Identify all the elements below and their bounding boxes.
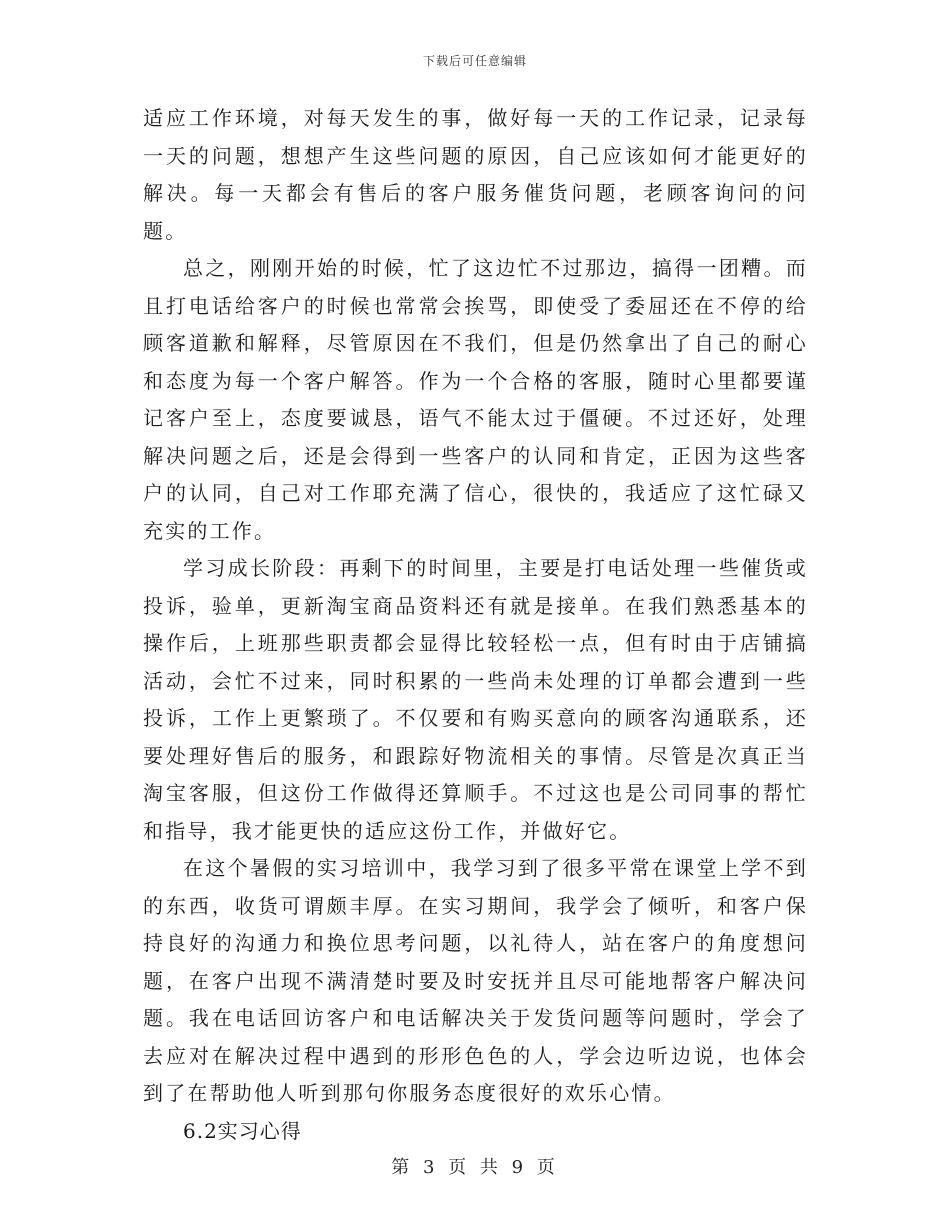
page-number-footer: 第 3 页 共 9 页 (391, 1157, 559, 1178)
page-header: 下载后可任意编辑 (422, 54, 527, 68)
paragraph-3: 学习成长阶段：再剩下的时间里，主要是打电话处理一些催货或投诉，验单，更新淘宝商品资料还有就是接单。在我们熟悉基本的操作后，上班那些职责都会显得比较轻松一点，但有时由于店铺搞活动，会忙不过来，同时积累的一些尚未处理的订单都会遭到一些投诉，工作上更繁琐了。不仅要和有购买意向的顾客沟通联系，还要处理好售后的服务，和跟踪好物流相关的事情。尽管是次真正当淘宝客服，但这份工作做得还算顺手。不过这也是公司同事的帮忙和指导，我才能更快的适应这份工作，并做好它。 (143, 556, 808, 843)
paragraph-4: 在这个暑假的实习培训中，我学习到了很多平常在课堂上学不到的东西，收货可谓颇丰厚。在实习期间，我学会了倾听，和客户保持良好的沟通力和换位思考问题，以礼待人，站在客户的角度想问题，在客户出现不满清楚时要及时安抚并且尽可能地帮客户解决问题。我在电话回访客户和电话解决关于发货问题等问题时，学会了去应对在解决过程中遇到的形形色色的人，学会边听边说，也体会到了在帮助他人听到那句你服务态度很好的欢乐心情。 (143, 856, 808, 1105)
section-heading: 6.2实习心得 (183, 1118, 302, 1143)
document-body (143, 100, 808, 1150)
paragraph-2: 总之，刚刚开始的时候，忙了这边忙不过那边，搞得一团糟。而且打电话给客户的时候也常常会挨骂，即使受了委屈还在不停的给顾客道歉和解释，尽管原因在不我们，但是仍然拿出了自己的耐心和态度为每一个客户解答。作为一个合格的客服，随时心里都要谨记客户至上，态度要诚恳，语气不能太过于僵硬。不过还好，处理解决问题之后，还是会得到一些客户的认同和肯定，正因为这些客户的认同，自己对工作耶充满了信心，很快的，我适应了这忙碌又充实的工作。 (143, 256, 808, 543)
paragraph-1: 适应工作环境，对每天发生的事，做好每一天的工作记录，记录每一天的问题，想想产生这些问题的原因，自己应该如何才能更好的解决。每一天都会有售后的客户服务催货问题，老顾客询问的问题。 (143, 106, 808, 243)
